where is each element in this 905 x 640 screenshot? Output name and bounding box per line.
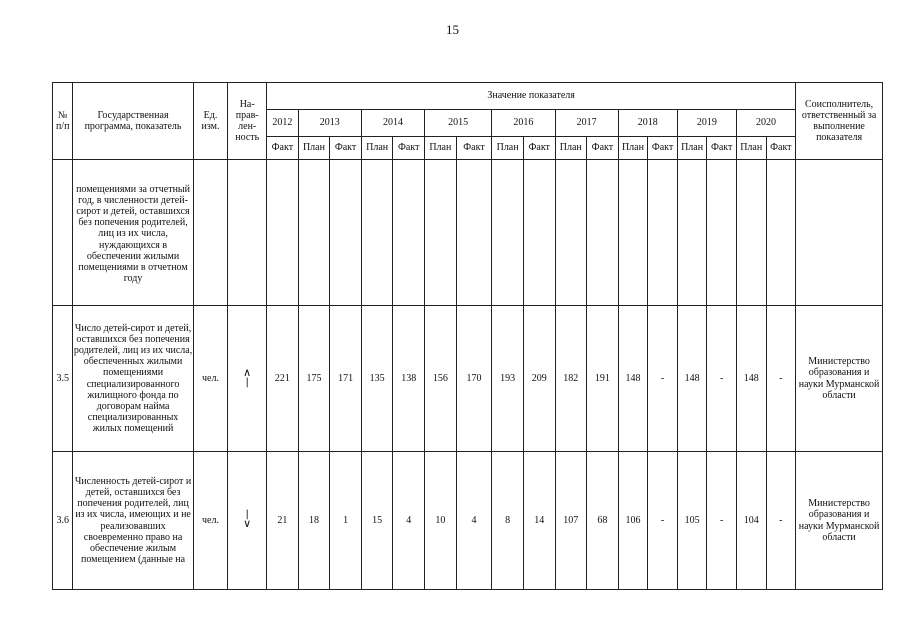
row-coexecutor: Министерство образования и науки Мурманской области: [796, 452, 883, 590]
value-cell: 68: [587, 452, 619, 590]
page-number: 15: [446, 22, 459, 37]
value-cell: [707, 160, 737, 306]
value-cell: 21: [267, 452, 299, 590]
header-unit: Ед. изм.: [193, 83, 228, 160]
value-cell: 106: [618, 452, 648, 590]
value-cell: [298, 160, 330, 306]
plan-2014: План: [361, 137, 393, 160]
plan-2019: План: [677, 137, 707, 160]
value-cell: 18: [298, 452, 330, 590]
row-coexecutor: Министерство образования и науки Мурманской области: [796, 306, 883, 452]
fact-2018: Факт: [648, 137, 678, 160]
fact-2014: Факт: [393, 137, 425, 160]
header-num: № п/п: [53, 83, 73, 160]
year-2012: 2012: [267, 110, 299, 137]
value-cell: [677, 160, 707, 306]
value-cell: 170: [456, 306, 492, 452]
row-num: [53, 160, 73, 306]
indicator-table: [52, 82, 883, 590]
value-cell: 148: [736, 306, 766, 452]
fact-2017: Факт: [587, 137, 619, 160]
increase-arrow-icon: ∧ |: [243, 366, 252, 389]
value-cell: [736, 160, 766, 306]
table-row: [53, 306, 883, 452]
value-cell: 107: [555, 452, 587, 590]
value-cell: [425, 160, 457, 306]
plan-2013: План: [298, 137, 330, 160]
row-direction: [228, 306, 267, 452]
row-name: Число детей-сирот и детей, оставшихся без попечения родителей, лиц из их числа, обеспеченных жилыми помещениями специализированного жилищного фонда по договорам найма специализированных жилых помещений: [73, 306, 193, 452]
value-cell: 156: [425, 306, 457, 452]
value-cell: [330, 160, 362, 306]
plan-2017: План: [555, 137, 587, 160]
row-direction: [228, 452, 267, 590]
fact-2020: Факт: [766, 137, 796, 160]
row-name: помещениями за отчетный год, в численности детей-сирот и детей, оставшихся без попечения родителей, лиц из их числа, нуждающихся в обеспечении жилыми помещениями в отчетном году: [73, 160, 193, 306]
row-direction: [228, 160, 267, 306]
value-cell: 138: [393, 306, 425, 452]
fact-2012: Факт: [267, 137, 299, 160]
table-row: [53, 160, 883, 306]
value-cell: 105: [677, 452, 707, 590]
value-cell: 191: [587, 306, 619, 452]
row-num: 3.5: [53, 306, 73, 452]
plan-2015: План: [425, 137, 457, 160]
row-coexecutor: [796, 160, 883, 306]
fact-2015: Факт: [456, 137, 492, 160]
value-cell: 148: [618, 306, 648, 452]
value-cell: -: [707, 306, 737, 452]
value-cell: 148: [677, 306, 707, 452]
year-2018: 2018: [618, 110, 677, 137]
year-2017: 2017: [555, 110, 618, 137]
value-cell: [766, 160, 796, 306]
fact-2016: Факт: [523, 137, 555, 160]
value-cell: [523, 160, 555, 306]
decrease-arrow-icon: | ∨: [243, 509, 252, 531]
year-2013: 2013: [298, 110, 361, 137]
value-cell: [456, 160, 492, 306]
value-cell: -: [707, 452, 737, 590]
row-unit: [193, 160, 228, 306]
value-cell: [618, 160, 648, 306]
value-cell: 4: [456, 452, 492, 590]
value-cell: 15: [361, 452, 393, 590]
value-cell: 14: [523, 452, 555, 590]
value-cell: [555, 160, 587, 306]
header-values-title: Значение показателя: [267, 83, 796, 110]
value-cell: 193: [492, 306, 524, 452]
row-unit: чел.: [193, 306, 228, 452]
header-name: Государственная программа, показатель: [73, 83, 193, 160]
row-name: Численность детей-сирот и детей, оставшихся без попечения родителей, лиц из их числа, имеющих и не реализовавших своевременно право на обеспечение жилым помещением (данные на: [73, 452, 193, 590]
header-coexecutor: Соисполнитель, ответственный за выполнение показателя: [796, 83, 883, 160]
plan-2016: План: [492, 137, 524, 160]
table-row: [53, 452, 883, 590]
row-num: 3.6: [53, 452, 73, 590]
value-cell: -: [648, 306, 678, 452]
value-cell: [648, 160, 678, 306]
value-cell: [492, 160, 524, 306]
value-cell: 171: [330, 306, 362, 452]
value-cell: 10: [425, 452, 457, 590]
header-direction: На-прав-лен-ность: [228, 83, 267, 160]
value-cell: 135: [361, 306, 393, 452]
year-2015: 2015: [425, 110, 492, 137]
fact-2013: Факт: [330, 137, 362, 160]
plan-2020: План: [736, 137, 766, 160]
year-2020: 2020: [736, 110, 795, 137]
value-cell: [393, 160, 425, 306]
value-cell: 4: [393, 452, 425, 590]
year-2016: 2016: [492, 110, 555, 137]
value-cell: -: [766, 306, 796, 452]
year-2014: 2014: [361, 110, 424, 137]
plan-2018: План: [618, 137, 648, 160]
value-cell: -: [766, 452, 796, 590]
value-cell: [267, 160, 299, 306]
value-cell: [361, 160, 393, 306]
value-cell: 8: [492, 452, 524, 590]
value-cell: [587, 160, 619, 306]
value-cell: 175: [298, 306, 330, 452]
value-cell: 104: [736, 452, 766, 590]
year-2019: 2019: [677, 110, 736, 137]
row-unit: чел.: [193, 452, 228, 590]
fact-2019: Факт: [707, 137, 737, 160]
value-cell: 1: [330, 452, 362, 590]
value-cell: 209: [523, 306, 555, 452]
value-cell: 221: [267, 306, 299, 452]
value-cell: 182: [555, 306, 587, 452]
value-cell: -: [648, 452, 678, 590]
